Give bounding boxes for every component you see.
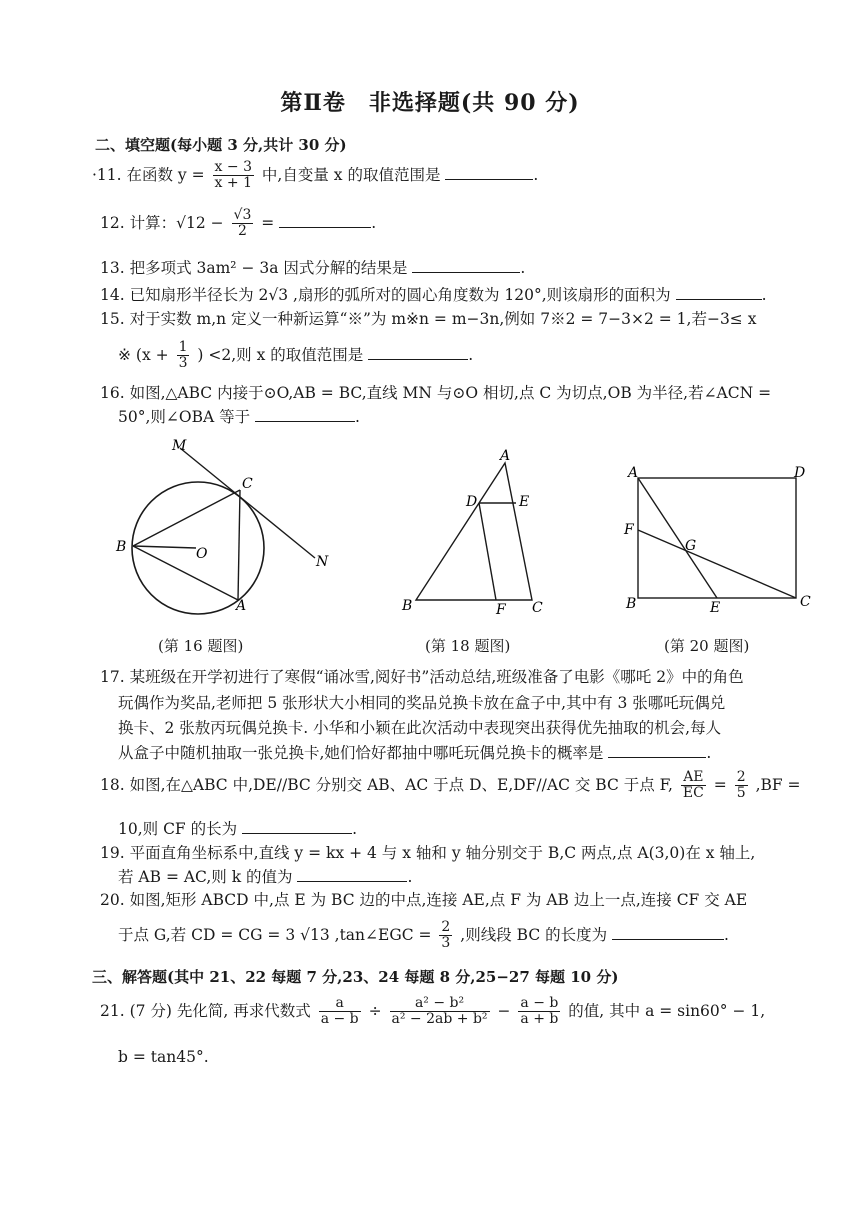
- period: .: [706, 744, 712, 762]
- period: .: [352, 820, 357, 838]
- answer-blank[interactable]: [676, 285, 762, 300]
- fraction-denominator: EC: [682, 785, 704, 802]
- minus-sign: −: [497, 1001, 511, 1020]
- question-21-line-1: [100, 996, 765, 1028]
- question-15-text: ※ (x +: [118, 345, 169, 364]
- answer-blank[interactable]: [255, 407, 355, 422]
- fraction-numerator: 1: [178, 339, 188, 355]
- label-b: B: [626, 596, 637, 612]
- answer-blank[interactable]: [242, 819, 352, 834]
- label-f: F: [496, 602, 506, 618]
- label-e: E: [519, 494, 530, 510]
- question-11: [92, 160, 538, 192]
- question-17-line-1: 17. 某班级在开学初进行了寒假“诵冰雪,阅好书”活动总结,班级准备了电影《哪吒 2》中的角色: [100, 668, 744, 686]
- label-o: O: [196, 546, 208, 562]
- section-solutions-heading: 三、解答题(其中 21、22 每题 7 分,23、24 每题 8 分,25−27 每题 10 分): [92, 968, 619, 986]
- period: .: [724, 925, 729, 944]
- fraction-denominator: a + b: [520, 1011, 559, 1028]
- figure-20-caption: (第 20 题图): [664, 637, 750, 655]
- fraction-denominator: a² − 2ab + b²: [391, 1011, 488, 1028]
- question-18-fraction-ae-ec: [681, 770, 706, 802]
- fraction-denominator: a − b: [320, 1011, 359, 1028]
- radius-ob: [133, 546, 196, 548]
- label-c: C: [242, 476, 253, 492]
- question-11-fraction: [213, 160, 254, 192]
- question-20-text-2: ,则线段 BC 的长度为: [460, 925, 608, 944]
- question-17-text: 从盒子中随机抽取一张兑换卡,她们恰好都抽中哪吒玩偶兑换卡的概率是: [118, 744, 604, 762]
- label-d: D: [466, 494, 478, 510]
- rectangle-abcd: [638, 478, 796, 598]
- label-b: B: [402, 598, 413, 614]
- question-21-text-2: 的值, 其中 a = sin60° − 1,: [568, 1001, 766, 1020]
- period: .: [520, 259, 526, 277]
- question-20-fraction: [439, 920, 452, 952]
- question-16-text: 50°,则∠OBA 等于: [118, 408, 251, 426]
- answer-blank[interactable]: [612, 925, 724, 940]
- label-b: B: [116, 539, 127, 555]
- label-a: A: [500, 448, 511, 464]
- segment-ca: [238, 490, 240, 600]
- fraction-numerator: 2: [441, 919, 451, 935]
- question-21-fraction-2: [390, 996, 490, 1028]
- section-fill-in-heading: 二、填空题(每小题 3 分,共计 30 分): [95, 136, 347, 154]
- answer-blank[interactable]: [297, 867, 407, 882]
- fraction-denominator: x + 1: [214, 175, 252, 192]
- question-19-text: 若 AB = AC,则 k 的值为: [118, 868, 293, 886]
- label-g: G: [685, 538, 697, 554]
- figure-20: [623, 465, 811, 616]
- period: .: [468, 345, 474, 364]
- period: .: [355, 408, 360, 426]
- equals-sign: =: [713, 775, 727, 794]
- figure-16: [115, 438, 329, 614]
- question-13-text: 13. 把多项式 3am² − 3a 因式分解的结果是: [100, 259, 408, 277]
- question-15-line-2: [118, 340, 473, 372]
- question-18-text-2: ,BF =: [755, 775, 801, 794]
- question-17-line-2: 玩偶作为奖品,老师把 5 张形状大小相同的奖品兑换卡放在盒子中,其中有 3 张哪吒玩偶兑: [118, 694, 726, 712]
- fraction-numerator: x − 3: [214, 159, 252, 175]
- label-m: M: [172, 438, 187, 454]
- question-15-fraction: [177, 340, 190, 372]
- label-f: F: [624, 522, 634, 538]
- page-title: 第Ⅱ卷 非选择题(共 90 分): [280, 90, 580, 116]
- period: .: [407, 868, 413, 886]
- segment-bc: [133, 490, 240, 546]
- answer-blank[interactable]: [412, 258, 520, 273]
- question-12-fraction: [232, 208, 254, 240]
- question-17-line-4: [118, 741, 711, 763]
- figure-18: [401, 448, 543, 618]
- label-d: D: [794, 465, 806, 481]
- label-c: C: [800, 594, 811, 610]
- segment-ae: [638, 478, 717, 598]
- question-14-text: 14. 已知扇形半径长为 2√3 ,扇形的弧所对的圆心角度数为 120°,则该扇形的面积为: [100, 286, 671, 304]
- segment-df: [479, 503, 496, 600]
- answer-blank[interactable]: [445, 165, 533, 180]
- question-18-text-3: 10,则 CF 的长为: [118, 820, 238, 838]
- fraction-denominator: 5: [736, 785, 746, 802]
- fraction-denominator: 2: [237, 223, 247, 240]
- question-19-line-1: 19. 平面直角坐标系中,直线 y = kx + 4 与 x 轴和 y 轴分别交于 B,C 两点,点 A(3,0)在 x 轴上,: [100, 844, 756, 862]
- period: .: [533, 165, 539, 184]
- answer-blank[interactable]: [279, 213, 371, 228]
- tangent-line-mn: [180, 448, 315, 558]
- figure-16-caption: (第 16 题图): [158, 637, 244, 655]
- question-17-line-3: 换卡、2 张敖丙玩偶兑换卡. 小华和小颖在此次活动中表现突出获得优先抽取的机会,每人: [118, 719, 722, 737]
- fraction-numerator: a² − b²: [390, 996, 490, 1012]
- fraction-numerator: a: [319, 996, 361, 1012]
- question-13: [100, 256, 525, 278]
- question-21-fraction-3: [518, 996, 560, 1028]
- question-12: [100, 208, 376, 240]
- fraction-numerator: √3: [233, 207, 252, 223]
- question-12-text: 12. 计算：√12 −: [100, 213, 224, 232]
- fraction-denominator: 3: [441, 935, 451, 952]
- question-20-text: 于点 G,若 CD = CG = 3 √13 ,tan∠EGC =: [118, 925, 432, 944]
- divide-sign: ÷: [368, 1001, 382, 1020]
- question-20-line-2: [118, 920, 729, 952]
- label-a: A: [236, 598, 247, 614]
- label-n: N: [316, 554, 329, 570]
- question-18-text: 18. 如图,在△ABC 中,DE//BC 分别交 AB、AC 于点 D、E,DF//AC 交 BC 于点 F,: [100, 775, 673, 794]
- question-12-equals: =: [261, 213, 275, 232]
- question-19-line-2: [118, 865, 412, 887]
- period: .: [371, 213, 377, 232]
- question-15-line-1: 15. 对于实数 m,n 定义一种新运算“※”为 m※n = m−3n,例如 7※2 = 7−3×2 = 1,若−3≤ x: [100, 310, 757, 328]
- period: .: [761, 286, 767, 304]
- question-16-line-2: [118, 405, 360, 427]
- question-18-fraction-2-5: [735, 770, 748, 802]
- fraction-numerator: a − b: [520, 995, 559, 1011]
- question-20-line-1: 20. 如图,矩形 ABCD 中,点 E 为 BC 边的中点,连接 AE,点 F 为 AB 边上一点,连接 CF 交 AE: [100, 891, 748, 909]
- fraction-numerator: 2: [736, 769, 746, 785]
- triangle-abc: [416, 463, 532, 600]
- question-18-line-2: [118, 817, 357, 839]
- label-c: C: [532, 600, 543, 616]
- question-11-text-2: 中,自变量 x 的取值范围是: [261, 165, 441, 184]
- segment-cf: [638, 530, 796, 598]
- answer-blank[interactable]: [368, 345, 468, 360]
- question-16-line-1: 16. 如图,△ABC 内接于⊙O,AB = BC,直线 MN 与⊙O 相切,点 C 为切点,OB 为半径,若∠ACN =: [100, 384, 772, 402]
- label-e: E: [710, 600, 721, 616]
- label-a: A: [628, 465, 639, 481]
- fraction-numerator: AE: [681, 770, 706, 786]
- question-14: [100, 283, 767, 305]
- figure-18-caption: (第 18 题图): [425, 637, 511, 655]
- question-15-text-2: ) <2,则 x 的取值范围是: [197, 345, 364, 364]
- question-21-fraction-1: [319, 996, 361, 1028]
- question-18-line-1: [100, 770, 801, 802]
- fraction-denominator: 3: [178, 355, 188, 372]
- question-11-text: ·11. 在函数 y =: [92, 165, 205, 184]
- figures-row: [0, 430, 860, 665]
- question-21-line-2: b = tan45°.: [118, 1048, 209, 1066]
- question-21-text: 21. (7 分) 先化简, 再求代数式: [100, 1001, 311, 1020]
- answer-blank[interactable]: [608, 743, 706, 758]
